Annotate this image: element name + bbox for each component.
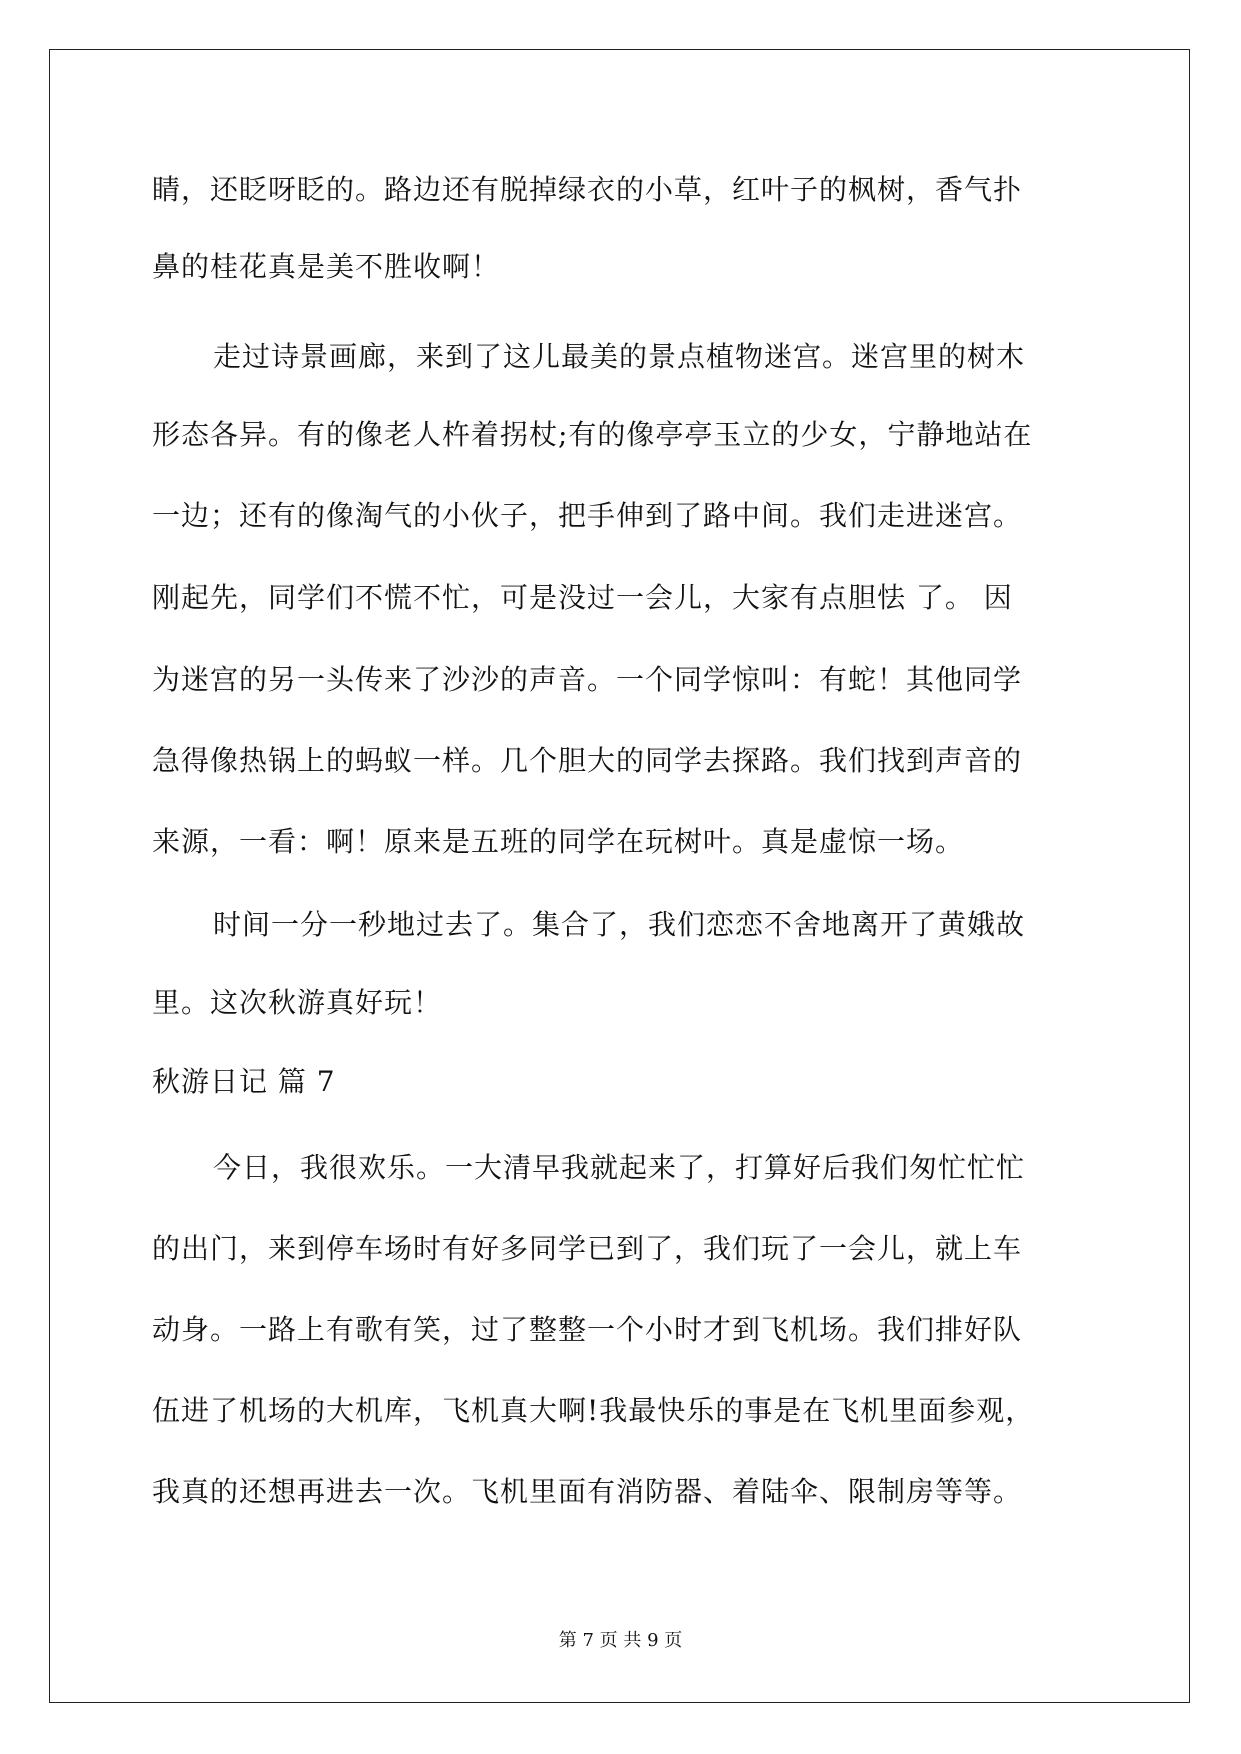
text-line: 伍进了机场的大机库，飞机真大啊!我最快乐的事是在飞机里面参观， [152,1394,1035,1427]
text-line: 急得像热锅上的蚂蚁一样。几个胆大的同学去探路。我们找到声音的 [152,744,1023,777]
page-border [49,49,1190,1703]
paragraph-start-line: 今日，我很欢乐。一大清早我就起来了，打算好后我们匆忙忙忙 [213,1151,1026,1184]
paragraph-start-line: 走过诗景画廊，来到了这儿最美的景点植物迷宫。迷宫里的树木 [213,340,1026,373]
text-line: 形态各异。有的像老人杵着拐杖;有的像亭亭玉立的少女，宁静地站在 [152,418,1033,451]
text-line: 动身。一路上有歌有笑，过了整整一个小时才到飞机场。我们排好队 [152,1313,1023,1346]
text-line: 我真的还想再进去一次。飞机里面有消防器、着陆伞、限制房等等。 [152,1475,1023,1508]
text-line: 为迷宫的另一头传来了沙沙的声音。一个同学惊叫：有蛇！其他同学 [152,663,1023,696]
text-line: 的出门，来到停车场时有好多同学已到了，我们玩了一会儿，就上车 [152,1232,1023,1265]
paragraph-start-line: 时间一分一秒地过去了。集合了，我们恋恋不舍地离开了黄娥故 [213,908,1026,941]
text-line: 来源，一看：啊！原来是五班的同学在玩树叶。真是虚惊一场。 [152,825,965,858]
text-line: 里。这次秋游真好玩！ [152,986,443,1019]
text-line: 睛，还眨呀眨的。路边还有脱掉绿衣的小草，红叶子的枫树，香气扑 [152,173,1023,206]
text-line: 刚起先，同学们不慌不忙，可是没过一会儿，大家有点胆怯 了。 因 [152,581,1013,614]
text-line: 一边；还有的像淘气的小伙子，把手伸到了路中间。我们走进迷宫。 [152,499,1023,532]
text-line: 鼻的桂花真是美不胜收啊！ [152,250,501,283]
page-number-footer: 第 7 页 共 9 页 [558,1630,683,1651]
section-heading: 秋游日记 篇 7 [152,1065,336,1098]
